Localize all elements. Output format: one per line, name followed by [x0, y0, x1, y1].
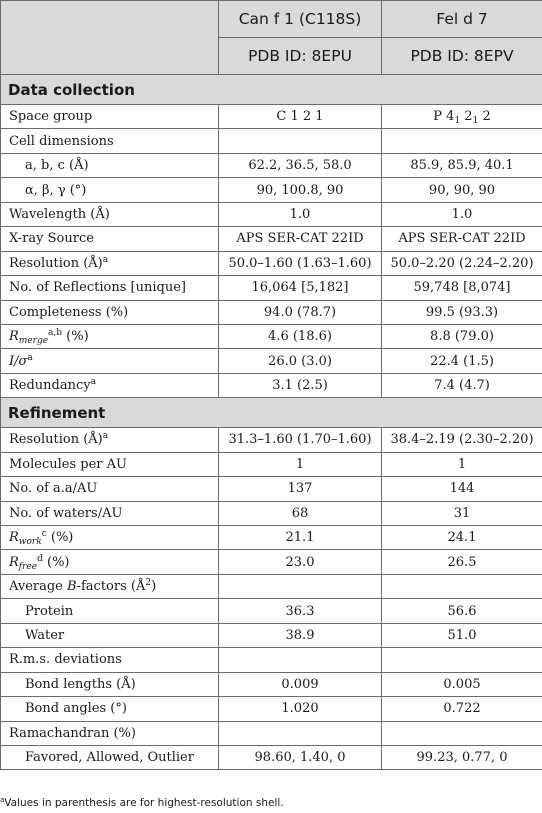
value-fel-d-7: 90, 90, 90	[382, 178, 542, 202]
table-footnote	[0, 797, 542, 809]
footnote-marker: a,b	[48, 328, 63, 339]
row-favored	[1, 745, 542, 769]
row-completeness	[1, 300, 542, 324]
row-ramachandran	[1, 721, 542, 745]
row-rwork	[1, 526, 542, 550]
label-text: -factors (Å	[76, 579, 146, 595]
header-can-f-1: Can f 1 (C118S)	[219, 1, 382, 38]
row-label: Wavelength (Å)	[1, 202, 219, 226]
row-label: Protein	[1, 599, 219, 623]
label-subscript: merge	[18, 336, 49, 347]
footnote-marker: a	[102, 431, 109, 442]
space-group-part: 2	[478, 109, 491, 125]
row-label: Completeness (%)	[1, 300, 219, 324]
row-label: Ramachandran (%)	[1, 721, 219, 745]
row-wavelength	[1, 202, 542, 226]
value-can-f-1: 21.1	[219, 526, 382, 550]
row-label: Space group	[1, 105, 219, 129]
row-label: Bond lengths (Å)	[1, 672, 219, 696]
footnote-marker: d	[37, 553, 43, 564]
value-fel-d-7	[382, 648, 542, 672]
row-label	[1, 251, 219, 275]
value-fel-d-7: 1.0	[382, 202, 542, 226]
row-cell-dimensions	[1, 129, 542, 153]
value-fel-d-7: 50.0–2.20 (2.24–2.20)	[382, 251, 542, 275]
value-fel-d-7: 1	[382, 452, 542, 476]
value-fel-d-7: 0.005	[382, 672, 542, 696]
footnote-marker: a	[90, 377, 96, 388]
value-fel-d-7: 59,748 [8,074]	[382, 276, 542, 300]
row-label: Cell dimensions	[1, 129, 219, 153]
value-can-f-1: 62.2, 36.5, 58.0	[219, 153, 382, 177]
section-title: Data collection	[1, 75, 542, 105]
value-fel-d-7: 31	[382, 501, 542, 525]
label-text: Average	[9, 579, 68, 595]
label-italic: I/σ	[9, 353, 28, 369]
row-b-factors	[1, 574, 542, 598]
value-fel-d-7: 144	[382, 477, 542, 501]
space-group-part: 2	[460, 109, 473, 125]
row-rms-deviations	[1, 648, 542, 672]
value-can-f-1: 36.3	[219, 599, 382, 623]
value-can-f-1: 94.0 (78.7)	[219, 300, 382, 324]
value-can-f-1: 68	[219, 501, 382, 525]
label-text: Resolution (Å)	[9, 255, 103, 271]
value-can-f-1: 38.9	[219, 623, 382, 647]
row-label: Favored, Allowed, Outlier	[1, 745, 219, 769]
row-angles	[1, 178, 542, 202]
value-can-f-1: 23.0	[219, 550, 382, 574]
value-fel-d-7	[382, 105, 542, 129]
section-title: Refinement	[1, 398, 542, 428]
header-blank-cell	[1, 1, 219, 75]
value-fel-d-7: 0.722	[382, 697, 542, 721]
label-text: )	[151, 579, 157, 595]
value-fel-d-7: 7.4 (4.7)	[382, 373, 542, 397]
row-label: Molecules per AU	[1, 452, 219, 476]
header-pdb-8epv: PDB ID: 8EPV	[382, 38, 542, 75]
value-fel-d-7: 51.0	[382, 623, 542, 647]
row-label	[1, 574, 219, 598]
row-bond-lengths	[1, 672, 542, 696]
row-label: R.m.s. deviations	[1, 648, 219, 672]
row-label: No. of a.a/AU	[1, 477, 219, 501]
value-can-f-1: 1.020	[219, 697, 382, 721]
value-fel-d-7: 24.1	[382, 526, 542, 550]
value-can-f-1: APS SER-CAT 22ID	[219, 227, 382, 251]
section-refinement	[1, 398, 542, 428]
value-can-f-1	[219, 574, 382, 598]
space-group-part: P 4	[433, 109, 455, 125]
value-fel-d-7: 22.4 (1.5)	[382, 349, 542, 373]
label-italic: R	[9, 554, 19, 570]
space-group-sub: 1	[454, 116, 461, 127]
row-label: α, β, γ (°)	[1, 178, 219, 202]
value-can-f-1	[219, 648, 382, 672]
row-protein	[1, 599, 542, 623]
value-fel-d-7: 85.9, 85.9, 40.1	[382, 153, 542, 177]
value-can-f-1: 1.0	[219, 202, 382, 226]
row-reflections	[1, 276, 542, 300]
label-text: (%)	[62, 329, 89, 345]
row-label: X-ray Source	[1, 227, 219, 251]
value-can-f-1: 137	[219, 477, 382, 501]
value-can-f-1	[219, 721, 382, 745]
row-abc	[1, 153, 542, 177]
label-subscript: free	[18, 561, 38, 572]
value-can-f-1: 4.6 (18.6)	[219, 324, 382, 348]
row-label: No. of waters/AU	[1, 501, 219, 525]
label-text: (%)	[46, 530, 74, 546]
row-water	[1, 623, 542, 647]
value-can-f-1: 26.0 (3.0)	[219, 349, 382, 373]
header-pdb-8epu: PDB ID: 8EPU	[219, 38, 382, 75]
footnote-marker: a	[102, 254, 109, 265]
value-fel-d-7: 99.23, 0.77, 0	[382, 745, 542, 769]
row-xray-source	[1, 227, 542, 251]
label-italic: B	[67, 579, 77, 595]
value-fel-d-7: 99.5 (93.3)	[382, 300, 542, 324]
row-label	[1, 373, 219, 397]
row-waters	[1, 501, 542, 525]
row-label: No. of Reflections [unique]	[1, 276, 219, 300]
row-space-group	[1, 105, 542, 129]
value-fel-d-7: 38.4–2.19 (2.30–2.20)	[382, 428, 542, 452]
row-redundancy	[1, 373, 542, 397]
value-can-f-1: 31.3–1.60 (1.70–1.60)	[219, 428, 382, 452]
value-can-f-1: 90, 100.8, 90	[219, 178, 382, 202]
value-fel-d-7	[382, 574, 542, 598]
row-i-sigma	[1, 349, 542, 373]
value-can-f-1	[219, 129, 382, 153]
label-text: Resolution (Å)	[9, 432, 103, 448]
header-row-top	[1, 1, 542, 38]
value-can-f-1: 50.0–1.60 (1.63–1.60)	[219, 251, 382, 275]
row-label: a, b, c (Å)	[1, 153, 219, 177]
label-subscript: work	[18, 537, 42, 548]
row-label: Bond angles (°)	[1, 697, 219, 721]
label-italic: R	[9, 329, 19, 345]
value-fel-d-7: 56.6	[382, 599, 542, 623]
footnote-marker: c	[41, 529, 47, 540]
value-can-f-1: C 1 2 1	[219, 105, 382, 129]
section-data-collection	[1, 75, 542, 105]
row-resolution-refinement	[1, 428, 542, 452]
label-text: Redundancy	[9, 378, 91, 394]
row-rmerge	[1, 324, 542, 348]
row-rfree	[1, 550, 542, 574]
row-label	[1, 526, 219, 550]
space-group-sub: 1	[472, 116, 479, 127]
label-superscript: 2	[145, 578, 152, 589]
row-label	[1, 550, 219, 574]
label-text: (%)	[42, 554, 70, 570]
footnote-text: Values in parenthesis are for highest-resolution shell.	[4, 797, 284, 809]
row-molecules	[1, 452, 542, 476]
value-can-f-1: 98.60, 1.40, 0	[219, 745, 382, 769]
value-fel-d-7	[382, 129, 542, 153]
value-fel-d-7	[382, 721, 542, 745]
row-label	[1, 324, 219, 348]
value-can-f-1: 0.009	[219, 672, 382, 696]
row-amino-acids	[1, 477, 542, 501]
header-fel-d-7: Fel d 7	[382, 1, 542, 38]
value-fel-d-7: 8.8 (79.0)	[382, 324, 542, 348]
footnote-marker: a	[0, 796, 5, 804]
row-label: Water	[1, 623, 219, 647]
label-italic: R	[9, 530, 19, 546]
value-can-f-1: 16,064 [5,182]	[219, 276, 382, 300]
row-bond-angles	[1, 697, 542, 721]
value-can-f-1: 3.1 (2.5)	[219, 373, 382, 397]
row-resolution	[1, 251, 542, 275]
row-label	[1, 428, 219, 452]
value-fel-d-7: 26.5	[382, 550, 542, 574]
footnote-marker: a	[27, 352, 33, 363]
value-fel-d-7: APS SER-CAT 22ID	[382, 227, 542, 251]
value-can-f-1: 1	[219, 452, 382, 476]
row-label	[1, 349, 219, 373]
